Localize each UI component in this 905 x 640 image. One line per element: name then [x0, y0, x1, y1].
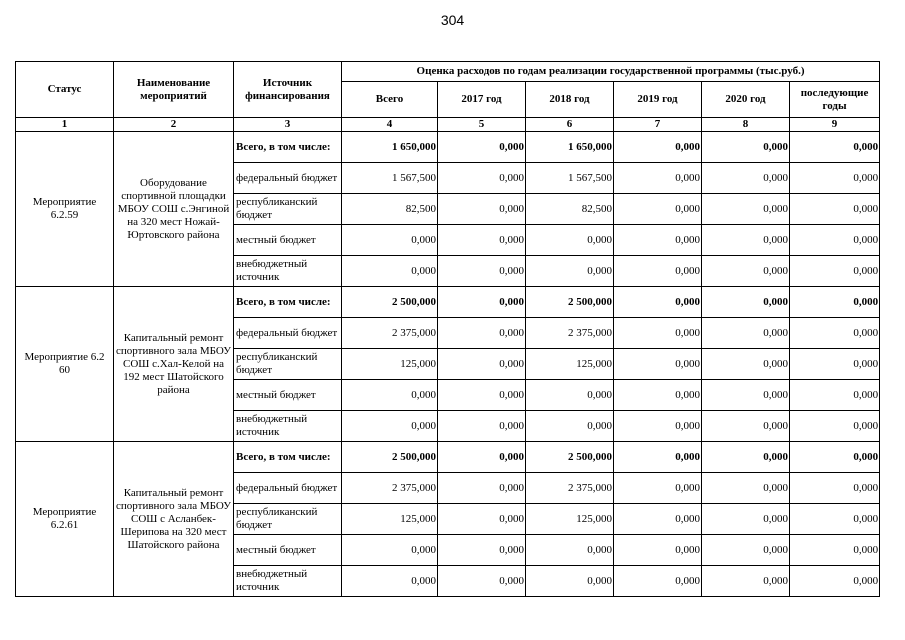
amount-cell: 0,000	[790, 535, 880, 566]
table-row-total	[16, 132, 880, 163]
amount-cell: 0,000	[702, 473, 790, 504]
amount-cell: 125,000	[342, 504, 438, 535]
column-number: 2	[114, 118, 234, 132]
amount-cell: 0,000	[702, 225, 790, 256]
amount-cell: 1 650,000	[526, 132, 614, 163]
amount-cell: 0,000	[790, 411, 880, 442]
page-number: 304	[440, 12, 465, 28]
amount-cell: 0,000	[438, 380, 526, 411]
amount-cell: 0,000	[702, 287, 790, 318]
amount-cell: 0,000	[702, 380, 790, 411]
header-later-years: последующие годы	[790, 82, 880, 118]
amount-cell: 0,000	[438, 163, 526, 194]
amount-cell: 0,000	[342, 411, 438, 442]
amount-cell: 0,000	[790, 566, 880, 597]
funding-source: федеральный бюджет	[234, 473, 342, 504]
amount-cell: 82,500	[526, 194, 614, 225]
amount-cell: 0,000	[438, 535, 526, 566]
amount-cell: 2 500,000	[526, 287, 614, 318]
amount-cell: 0,000	[438, 256, 526, 287]
amount-cell: 0,000	[702, 566, 790, 597]
amount-cell: 0,000	[614, 442, 702, 473]
column-number: 6	[526, 118, 614, 132]
event-name: Капитальный ремонт спортивного зала МБОУ СОШ с.Хал-Келой на 192 мест Шатойского района	[114, 287, 234, 442]
amount-cell: 1 567,500	[526, 163, 614, 194]
amount-cell: 0,000	[438, 442, 526, 473]
amount-cell: 0,000	[614, 256, 702, 287]
amount-cell: 0,000	[614, 163, 702, 194]
header-event-name: Наименование мероприятий	[114, 62, 234, 118]
amount-cell: 0,000	[790, 256, 880, 287]
amount-cell: 2 500,000	[526, 442, 614, 473]
amount-cell: 125,000	[342, 349, 438, 380]
amount-cell: 0,000	[614, 473, 702, 504]
amount-cell: 0,000	[790, 349, 880, 380]
amount-cell: 0,000	[614, 535, 702, 566]
column-number: 4	[342, 118, 438, 132]
amount-cell: 0,000	[702, 318, 790, 349]
table-row-total	[16, 287, 880, 318]
amount-cell: 0,000	[342, 225, 438, 256]
funding-source: республиканский бюджет	[234, 194, 342, 225]
funding-source: Всего, в том числе:	[234, 287, 342, 318]
amount-cell: 0,000	[438, 411, 526, 442]
table-body	[16, 132, 880, 597]
header-2019: 2019 год	[614, 82, 702, 118]
amount-cell: 0,000	[438, 504, 526, 535]
amount-cell: 0,000	[702, 535, 790, 566]
amount-cell: 0,000	[438, 473, 526, 504]
header-2017: 2017 год	[438, 82, 526, 118]
amount-cell: 0,000	[526, 256, 614, 287]
header-2020: 2020 год	[702, 82, 790, 118]
amount-cell: 0,000	[342, 256, 438, 287]
table-row-total	[16, 442, 880, 473]
amount-cell: 0,000	[438, 287, 526, 318]
amount-cell: 0,000	[438, 132, 526, 163]
amount-cell: 0,000	[614, 504, 702, 535]
amount-cell: 0,000	[438, 566, 526, 597]
amount-cell: 2 500,000	[342, 442, 438, 473]
amount-cell: 0,000	[702, 504, 790, 535]
amount-cell: 0,000	[790, 163, 880, 194]
funding-source: республиканский бюджет	[234, 504, 342, 535]
funding-source: внебюджетный источник	[234, 256, 342, 287]
amount-cell: 0,000	[438, 194, 526, 225]
amount-cell: 0,000	[342, 535, 438, 566]
column-number: 1	[16, 118, 114, 132]
amount-cell: 0,000	[614, 194, 702, 225]
header-status: Статус	[16, 62, 114, 118]
amount-cell: 0,000	[614, 287, 702, 318]
amount-cell: 0,000	[702, 349, 790, 380]
amount-cell: 0,000	[702, 194, 790, 225]
amount-cell: 0,000	[526, 411, 614, 442]
amount-cell: 0,000	[790, 473, 880, 504]
amount-cell: 0,000	[702, 442, 790, 473]
column-numbers-row	[16, 118, 880, 132]
column-number: 8	[702, 118, 790, 132]
header-2018: 2018 год	[526, 82, 614, 118]
funding-source: федеральный бюджет	[234, 318, 342, 349]
funding-source: местный бюджет	[234, 535, 342, 566]
amount-cell: 0,000	[614, 132, 702, 163]
expenses-table	[15, 61, 880, 597]
funding-source: внебюджетный источник	[234, 566, 342, 597]
amount-cell: 0,000	[614, 380, 702, 411]
amount-cell: 2 375,000	[342, 473, 438, 504]
event-status: Мероприятие 6.2.61	[16, 442, 114, 597]
amount-cell: 0,000	[438, 318, 526, 349]
amount-cell: 2 500,000	[342, 287, 438, 318]
amount-cell: 0,000	[790, 132, 880, 163]
amount-cell: 0,000	[702, 256, 790, 287]
funding-source: Всего, в том числе:	[234, 442, 342, 473]
amount-cell: 0,000	[614, 318, 702, 349]
amount-cell: 0,000	[526, 225, 614, 256]
column-number: 9	[790, 118, 880, 132]
amount-cell: 0,000	[790, 318, 880, 349]
column-number: 7	[614, 118, 702, 132]
header-total: Всего	[342, 82, 438, 118]
amount-cell: 0,000	[438, 349, 526, 380]
header-source: Источник финансирования	[234, 62, 342, 118]
column-number: 3	[234, 118, 342, 132]
amount-cell: 2 375,000	[342, 318, 438, 349]
funding-source: Всего, в том числе:	[234, 132, 342, 163]
amount-cell: 0,000	[526, 566, 614, 597]
amount-cell: 125,000	[526, 504, 614, 535]
event-name: Оборудование спортивной площадки МБОУ СОШ с.Энгиной на 320 мест Ножай-Юртовского района	[114, 132, 234, 287]
amount-cell: 1 650,000	[342, 132, 438, 163]
amount-cell: 0,000	[702, 163, 790, 194]
amount-cell: 0,000	[526, 380, 614, 411]
amount-cell: 0,000	[790, 504, 880, 535]
amount-cell: 0,000	[790, 380, 880, 411]
amount-cell: 125,000	[526, 349, 614, 380]
funding-source: республиканский бюджет	[234, 349, 342, 380]
table-header	[16, 62, 880, 132]
amount-cell: 0,000	[790, 287, 880, 318]
funding-source: федеральный бюджет	[234, 163, 342, 194]
amount-cell: 0,000	[614, 411, 702, 442]
amount-cell: 82,500	[342, 194, 438, 225]
amount-cell: 0,000	[790, 442, 880, 473]
amount-cell: 1 567,500	[342, 163, 438, 194]
funding-source: внебюджетный источник	[234, 411, 342, 442]
amount-cell: 0,000	[790, 194, 880, 225]
funding-source: местный бюджет	[234, 225, 342, 256]
amount-cell: 0,000	[526, 535, 614, 566]
amount-cell: 0,000	[342, 380, 438, 411]
amount-cell: 0,000	[614, 566, 702, 597]
column-number: 5	[438, 118, 526, 132]
amount-cell: 0,000	[342, 566, 438, 597]
amount-cell: 2 375,000	[526, 318, 614, 349]
event-name: Капитальный ремонт спортивного зала МБОУ СОШ с Асланбек-Шерипова на 320 мест Шатойского района	[114, 442, 234, 597]
amount-cell: 0,000	[614, 225, 702, 256]
event-status: Мероприятие 6.2 60	[16, 287, 114, 442]
amount-cell: 0,000	[790, 225, 880, 256]
amount-cell: 0,000	[614, 349, 702, 380]
event-status: Мероприятие 6.2.59	[16, 132, 114, 287]
amount-cell: 2 375,000	[526, 473, 614, 504]
funding-source: местный бюджет	[234, 380, 342, 411]
header-estimate: Оценка расходов по годам реализации государственной программы (тыс.руб.)	[342, 62, 880, 82]
amount-cell: 0,000	[438, 225, 526, 256]
amount-cell: 0,000	[702, 411, 790, 442]
amount-cell: 0,000	[702, 132, 790, 163]
